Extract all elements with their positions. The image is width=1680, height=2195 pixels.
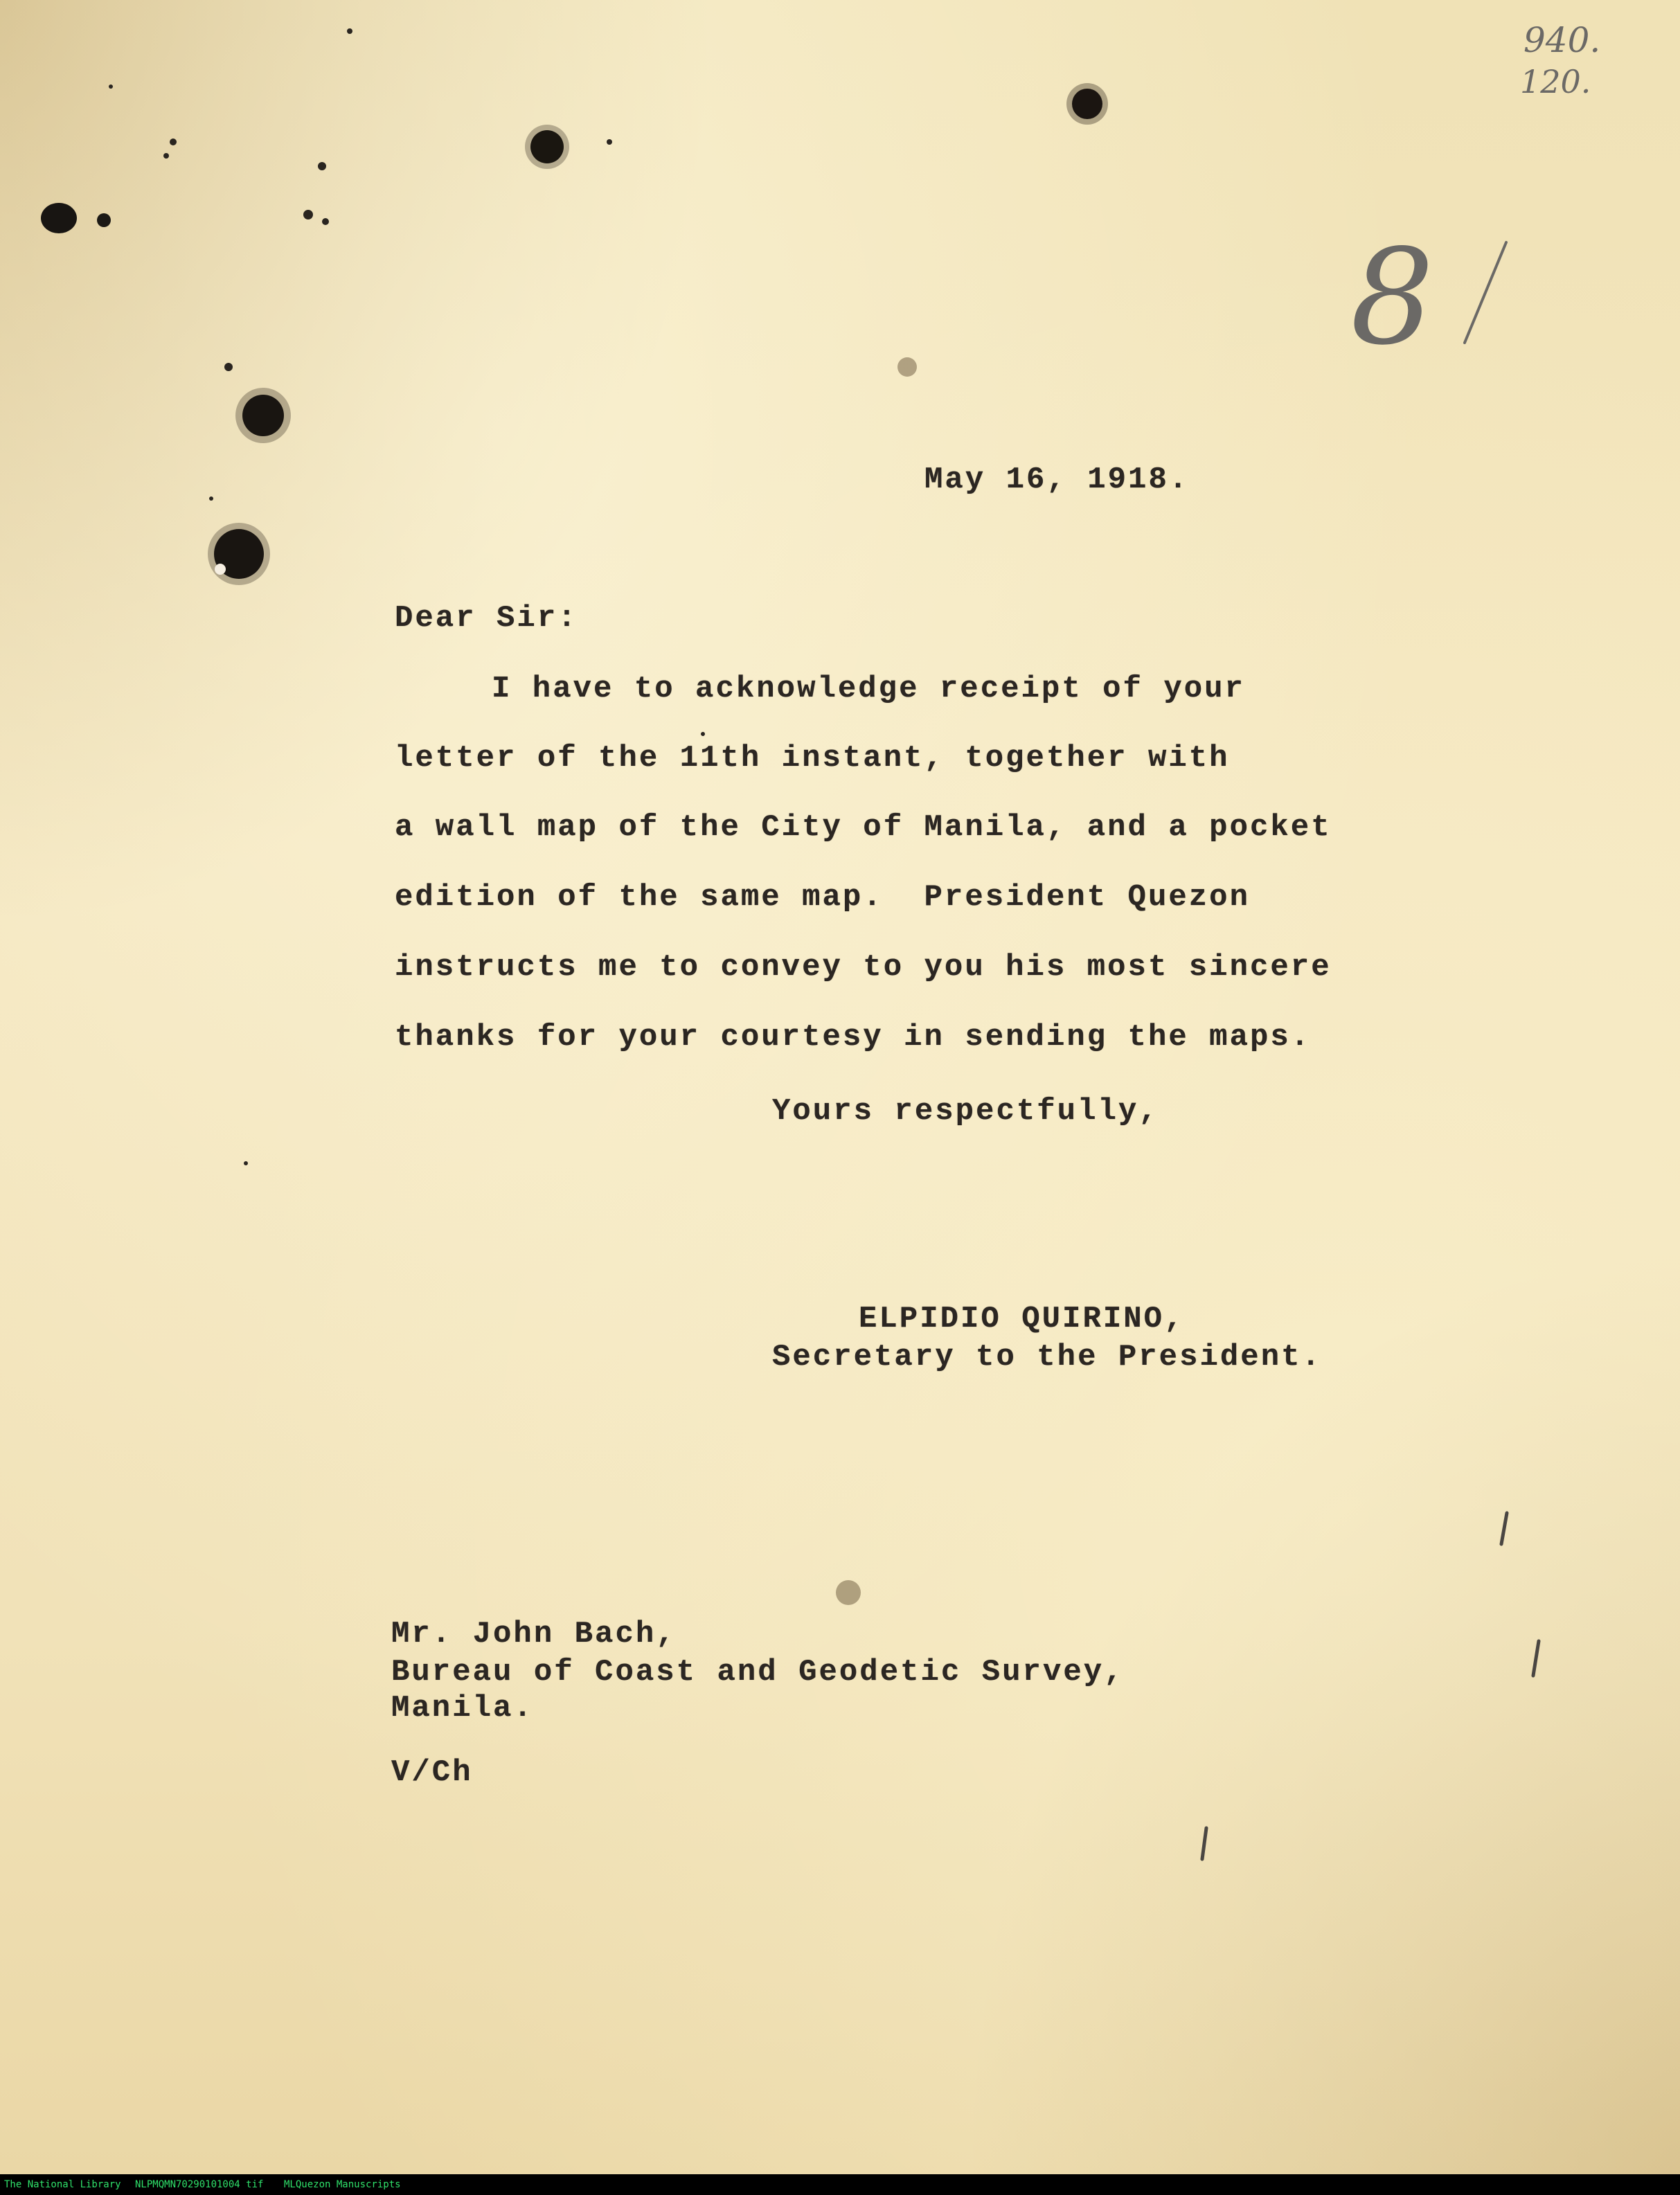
body-line: instructs me to convey to you his most sincere <box>395 950 1332 985</box>
corner-number-bottom: 120. <box>1520 63 1591 100</box>
specks <box>109 28 705 1165</box>
folio-mark-stroke <box>1465 242 1506 343</box>
footer-library: The National Library <box>4 2179 121 2190</box>
salutation: Dear Sir: <box>395 601 578 636</box>
body-line: letter of the 11th instant, together with <box>395 741 1230 776</box>
body-line: edition of the same map. President Quezon <box>395 880 1250 915</box>
signer-title: Secretary to the President. <box>772 1340 1322 1374</box>
signer-name: ELPIDIO QUIRINO, <box>859 1302 1185 1336</box>
corner-number-top: 940. <box>1523 20 1601 60</box>
complimentary-closing: Yours respectfully, <box>772 1094 1159 1129</box>
footer-collection: MLQuezon Manuscripts <box>284 2179 401 2190</box>
reference-initials: V/Ch <box>391 1755 473 1790</box>
body-line: thanks for your courtesy in sending the maps. <box>395 1020 1312 1055</box>
pencil-strokes <box>1202 1513 1539 1859</box>
recipient-line: Manila. <box>391 1691 534 1726</box>
letter-date: May 16, 1918. <box>924 463 1190 497</box>
footer-file-name: NLPMQMN70290101004 tif <box>135 2179 264 2190</box>
folio-mark: 8 <box>1350 221 1434 374</box>
body-line: I have to acknowledge receipt of your <box>492 672 1245 706</box>
scan-footer <box>0 2174 1680 2195</box>
body-line: a wall map of the City of Manila, and a pocket <box>395 810 1332 845</box>
recipient-line: Bureau of Coast and Geodetic Survey, <box>391 1655 1125 1690</box>
recipient-line: Mr. John Bach, <box>391 1617 677 1651</box>
